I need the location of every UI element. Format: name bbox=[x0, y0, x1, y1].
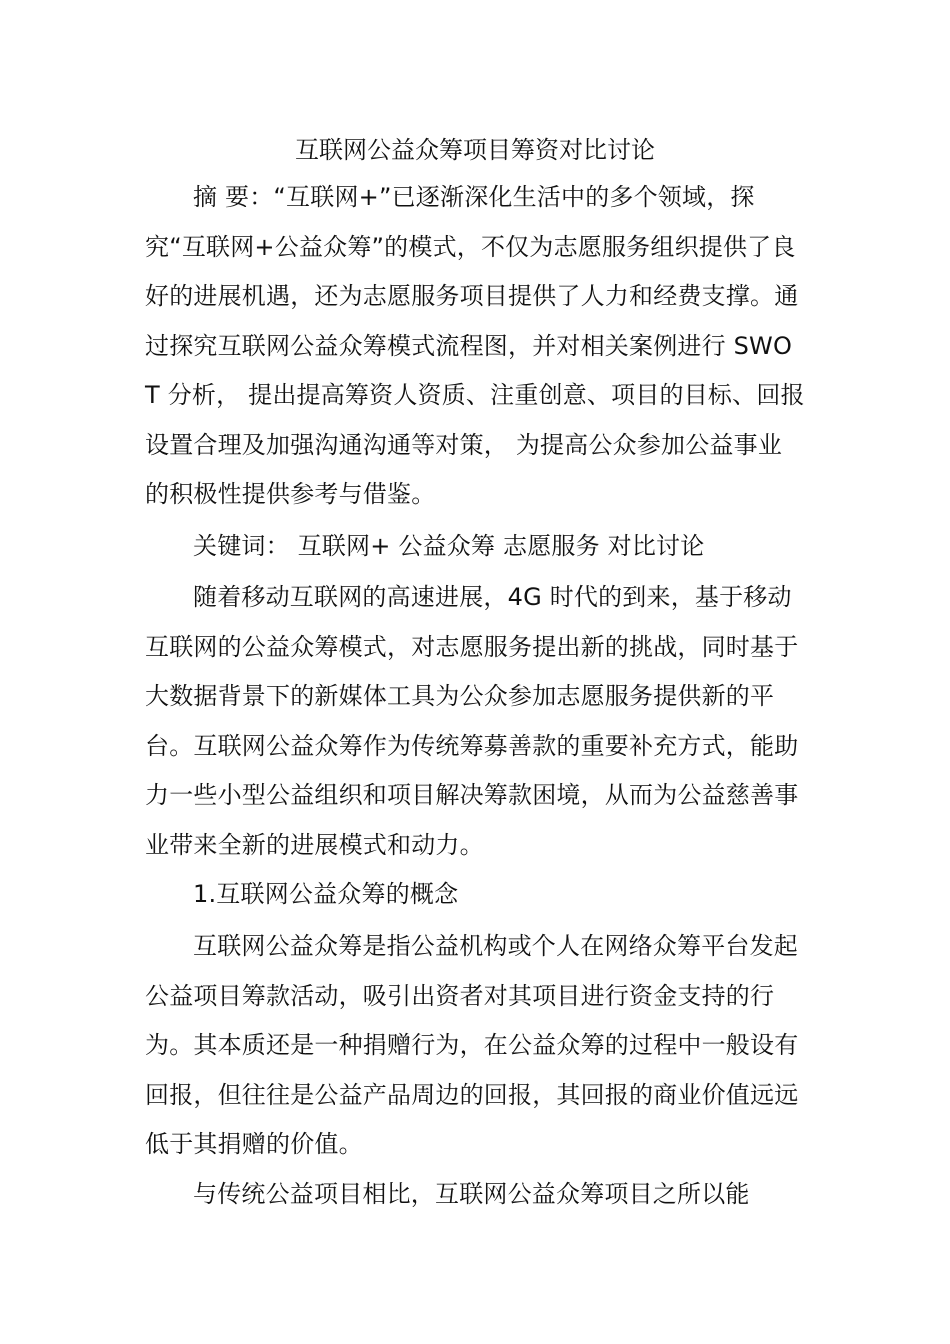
body-paragraph-3: 与传统公益项目相比，互联网公益众筹项目之所以能 bbox=[193, 1180, 750, 1208]
section-heading-1: 1.互联网公益众筹的概念 bbox=[193, 880, 459, 908]
body-paragraph-1: 随着移动互联网的高速进展，4G 时代的到来，基于移动互联网的公益众筹模式，对志愿服务提出新的挑战，同时基于大数据背景下的新媒体工具为公众参加志愿服务提供新的平台。互联网公益众筹作为传统筹募善款的重要补充方式，能助力一些小型公益组织和项目解决筹款困境，从而为公益慈善事业带来全新的进展模式和动力。 bbox=[145, 583, 799, 859]
abstract-paragraph: 摘 要：“互联网+”已逐渐深化生活中的多个领域，探究“互联网+公益众筹”的模式，不仅为志愿服务组织提供了良好的进展机遇，还为志愿服务项目提供了人力和经费支撑。通过探究互联网公益众筹模式流程图，并对相关案例进行 SWOT 分析， 提出提高筹资人资质、注重创意、项目的目标、回报设置合理及加强沟通沟通等对策， 为提高公众参加公益事业的积极性提供参考与借鉴。 bbox=[145, 183, 805, 508]
keywords-line: 关键词： 互联网+ 公益众筹 志愿服务 对比讨论 bbox=[193, 532, 705, 560]
document-title: 互联网公益众筹项目筹资对比讨论 bbox=[295, 136, 655, 164]
body-paragraph-2: 互联网公益众筹是指公益机构或个人在网络众筹平台发起公益项目筹款活动，吸引出资者对其项目进行资金支持的行为。其本质还是一种捐赠行为，在公益众筹的过程中一般设有回报，但往往是公益产品周边的回报，其回报的商业价值远远低于其捐赠的价值。 bbox=[145, 932, 799, 1158]
